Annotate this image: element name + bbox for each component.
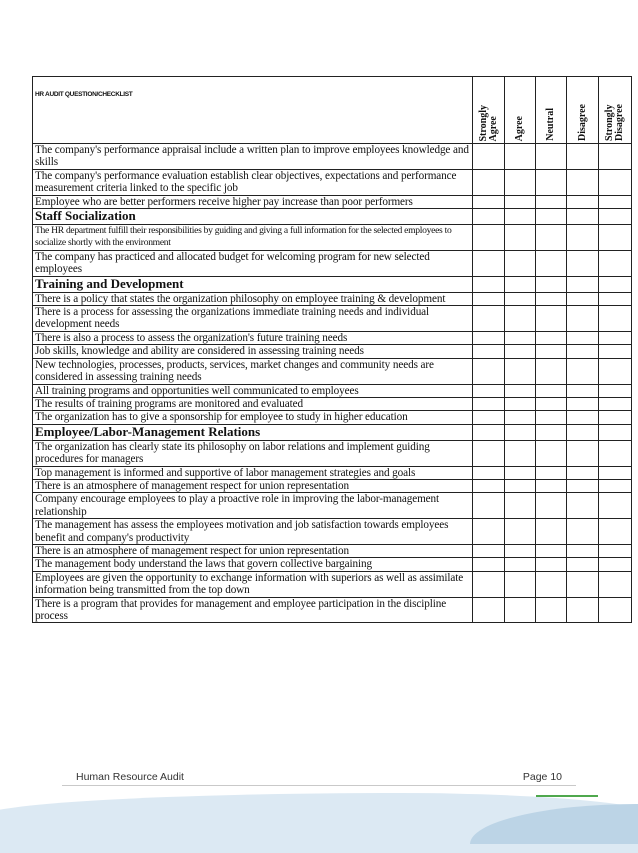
section-heading: Staff Socialization <box>33 209 473 225</box>
rating-cell[interactable] <box>536 169 567 195</box>
table-row <box>33 440 632 466</box>
agree-header: Agree <box>505 77 536 144</box>
rating-cell[interactable] <box>567 597 599 623</box>
rating-cell[interactable] <box>599 358 632 384</box>
rating-cell[interactable] <box>536 571 567 597</box>
table-row <box>33 411 632 424</box>
rating-cell[interactable] <box>567 411 599 424</box>
rating-cell[interactable] <box>599 519 632 545</box>
rating-cell[interactable] <box>473 209 505 225</box>
table-row <box>33 225 632 251</box>
rating-cell[interactable] <box>505 440 536 466</box>
rating-cell[interactable] <box>505 358 536 384</box>
table-row <box>33 306 632 332</box>
rating-cell[interactable] <box>599 424 632 440</box>
table-row <box>33 250 632 276</box>
rating-cell[interactable] <box>505 571 536 597</box>
rating-cell[interactable] <box>567 306 599 332</box>
rating-cell[interactable] <box>505 424 536 440</box>
rating-cell[interactable] <box>536 144 567 170</box>
rating-cell[interactable] <box>473 276 505 292</box>
rating-cell[interactable] <box>536 225 567 251</box>
question-text: The management has assess the employees motivation and job satisfaction towards employees benefit and company's productivity <box>33 519 473 545</box>
rating-cell[interactable] <box>567 479 599 492</box>
rating-cell[interactable] <box>505 169 536 195</box>
strongly-agree-header: Strongly Agree <box>473 77 505 144</box>
table-row <box>33 358 632 384</box>
rating-cell[interactable] <box>505 597 536 623</box>
footer-rule <box>62 785 576 786</box>
rating-cell[interactable] <box>473 411 505 424</box>
table-row <box>33 292 632 305</box>
rating-cell[interactable] <box>505 493 536 519</box>
audit-checklist-table <box>32 76 632 623</box>
rating-cell[interactable] <box>536 466 567 479</box>
question-text: There is a policy that states the organization philosophy on employee training & development <box>33 292 473 305</box>
rating-cell[interactable] <box>599 440 632 466</box>
rating-cell[interactable] <box>567 519 599 545</box>
rating-cell[interactable] <box>505 558 536 571</box>
rating-cell[interactable] <box>536 558 567 571</box>
rating-cell[interactable] <box>473 440 505 466</box>
rating-cell[interactable] <box>567 384 599 397</box>
table-row <box>33 571 632 597</box>
question-text: There is a program that provides for management and employee participation in the discipline process <box>33 597 473 623</box>
rating-cell[interactable] <box>567 169 599 195</box>
rating-cell[interactable] <box>505 519 536 545</box>
rating-cell[interactable] <box>536 493 567 519</box>
rating-cell[interactable] <box>567 276 599 292</box>
rating-cell[interactable] <box>536 276 567 292</box>
rating-cell[interactable] <box>599 144 632 170</box>
rating-cell[interactable] <box>505 397 536 410</box>
table-body <box>33 144 632 623</box>
rating-cell[interactable] <box>567 440 599 466</box>
table-row <box>33 397 632 410</box>
rating-cell[interactable] <box>599 225 632 251</box>
rating-cell[interactable] <box>536 358 567 384</box>
table-row <box>33 558 632 571</box>
rating-cell[interactable] <box>473 384 505 397</box>
rating-cell[interactable] <box>567 571 599 597</box>
disagree-header: Disagree <box>567 77 599 144</box>
rating-cell[interactable] <box>473 424 505 440</box>
rating-cell[interactable] <box>473 544 505 557</box>
question-text: Employee who are better performers receive higher pay increase than poor performers <box>33 195 473 208</box>
rating-cell[interactable] <box>473 479 505 492</box>
rating-cell[interactable] <box>567 345 599 358</box>
question-text: The company has practiced and allocated budget for welcoming program for new selected employees <box>33 250 473 276</box>
question-text: All training programs and opportunities well communicated to employees <box>33 384 473 397</box>
rating-cell[interactable] <box>567 358 599 384</box>
rating-cell[interactable] <box>536 479 567 492</box>
table-row <box>33 169 632 195</box>
table-header-row <box>33 77 632 144</box>
rating-cell[interactable] <box>505 384 536 397</box>
footer-green-line <box>536 795 598 797</box>
rating-cell[interactable] <box>473 250 505 276</box>
question-text: Job skills, knowledge and ability are considered in assessing training needs <box>33 345 473 358</box>
rating-cell[interactable] <box>599 209 632 225</box>
table-row <box>33 597 632 623</box>
rating-cell[interactable] <box>599 558 632 571</box>
rating-cell[interactable] <box>473 292 505 305</box>
rating-cell[interactable] <box>536 544 567 557</box>
neutral-header: Neutral <box>536 77 567 144</box>
footer-document-title: Human Resource Audit <box>76 771 184 783</box>
footer-page-number: Page 10 <box>522 771 562 783</box>
rating-cell[interactable] <box>536 440 567 466</box>
rating-cell[interactable] <box>473 195 505 208</box>
rating-cell[interactable] <box>536 195 567 208</box>
rating-cell[interactable] <box>473 345 505 358</box>
rating-cell[interactable] <box>599 493 632 519</box>
table-row <box>33 384 632 397</box>
rating-cell[interactable] <box>505 544 536 557</box>
rating-cell[interactable] <box>505 209 536 225</box>
rating-cell[interactable] <box>599 384 632 397</box>
section-heading-row <box>33 209 632 225</box>
rating-cell[interactable] <box>505 345 536 358</box>
question-text: The company's performance evaluation establish clear objectives, expectations and performance measurement criteria linked to the specific job <box>33 169 473 195</box>
rating-cell[interactable] <box>599 345 632 358</box>
section-heading: Training and Development <box>33 276 473 292</box>
rating-cell[interactable] <box>567 292 599 305</box>
rating-cell[interactable] <box>505 479 536 492</box>
rating-cell[interactable] <box>599 479 632 492</box>
table-row <box>33 493 632 519</box>
question-text: The HR department fulfill their responsibilities by guiding and giving a full information for the selected employees to socialize shortly with the environment <box>33 225 473 251</box>
rating-cell[interactable] <box>536 345 567 358</box>
rating-cell[interactable] <box>536 397 567 410</box>
table-row <box>33 144 632 170</box>
rating-cell[interactable] <box>473 558 505 571</box>
rating-cell[interactable] <box>567 544 599 557</box>
rating-cell[interactable] <box>599 195 632 208</box>
rating-cell[interactable] <box>473 519 505 545</box>
question-text: The results of training programs are monitored and evaluated <box>33 397 473 410</box>
rating-cell[interactable] <box>473 144 505 170</box>
rating-cell[interactable] <box>536 384 567 397</box>
rating-cell[interactable] <box>567 209 599 225</box>
rating-cell[interactable] <box>505 292 536 305</box>
rating-cell[interactable] <box>536 209 567 225</box>
rating-cell[interactable] <box>599 250 632 276</box>
rating-cell[interactable] <box>567 225 599 251</box>
rating-cell[interactable] <box>473 397 505 410</box>
question-text: There is also a process to assess the organization's future training needs <box>33 331 473 344</box>
rating-cell[interactable] <box>567 424 599 440</box>
table-row <box>33 331 632 344</box>
rating-cell[interactable] <box>505 331 536 344</box>
question-text: The organization has clearly state its philosophy on labor relations and implement guiding procedures for managers <box>33 440 473 466</box>
rating-cell[interactable] <box>567 493 599 519</box>
rating-cell[interactable] <box>599 169 632 195</box>
rating-cell[interactable] <box>599 466 632 479</box>
rating-cell[interactable] <box>567 195 599 208</box>
rating-cell[interactable] <box>473 358 505 384</box>
rating-cell[interactable] <box>536 519 567 545</box>
rating-cell[interactable] <box>473 597 505 623</box>
rating-cell[interactable] <box>536 411 567 424</box>
rating-cell[interactable] <box>536 597 567 623</box>
rating-cell[interactable] <box>599 306 632 332</box>
rating-cell[interactable] <box>505 306 536 332</box>
rating-cell[interactable] <box>599 331 632 344</box>
rating-cell[interactable] <box>599 544 632 557</box>
table-row <box>33 479 632 492</box>
question-text: There is an atmosphere of management respect for union representation <box>33 479 473 492</box>
question-text: Employees are given the opportunity to exchange information with superiors as well as assimilate information being transmitted from the top down <box>33 571 473 597</box>
rating-cell[interactable] <box>536 306 567 332</box>
question-text: Top management is informed and supportive of labor management strategies and goals <box>33 466 473 479</box>
table-row <box>33 466 632 479</box>
question-text: The company's performance appraisal include a written plan to improve employees knowledge and skills <box>33 144 473 170</box>
rating-cell[interactable] <box>599 397 632 410</box>
rating-cell[interactable] <box>567 331 599 344</box>
question-text: The organization has to give a sponsorship for employee to study in higher education <box>33 411 473 424</box>
strongly-disagree-header: Strongly Disagree <box>599 77 632 144</box>
rating-cell[interactable] <box>505 225 536 251</box>
rating-cell[interactable] <box>536 331 567 344</box>
rating-cell[interactable] <box>473 169 505 195</box>
rating-cell[interactable] <box>567 466 599 479</box>
rating-cell[interactable] <box>599 276 632 292</box>
rating-cell[interactable] <box>505 144 536 170</box>
question-column-header: HR AUDIT QUESTION/CHECKLIST <box>33 77 473 144</box>
rating-cell[interactable] <box>473 225 505 251</box>
rating-cell[interactable] <box>505 250 536 276</box>
rating-cell[interactable] <box>473 331 505 344</box>
rating-cell[interactable] <box>536 424 567 440</box>
table-row <box>33 544 632 557</box>
table-row <box>33 195 632 208</box>
rating-cell[interactable] <box>473 571 505 597</box>
question-text: Company encourage employees to play a proactive role in improving the labor-management relationship <box>33 493 473 519</box>
rating-cell[interactable] <box>536 292 567 305</box>
rating-cell[interactable] <box>473 493 505 519</box>
rating-cell[interactable] <box>505 195 536 208</box>
rating-cell[interactable] <box>599 411 632 424</box>
rating-cell[interactable] <box>599 292 632 305</box>
question-text: There is a process for assessing the organizations immediate training needs and individual development needs <box>33 306 473 332</box>
rating-cell[interactable] <box>567 250 599 276</box>
rating-cell[interactable] <box>599 597 632 623</box>
table-row <box>33 345 632 358</box>
rating-cell[interactable] <box>473 466 505 479</box>
rating-cell[interactable] <box>473 306 505 332</box>
section-heading: Employee/Labor-Management Relations <box>33 424 473 440</box>
rating-cell[interactable] <box>505 276 536 292</box>
rating-cell[interactable] <box>567 397 599 410</box>
section-heading-row <box>33 276 632 292</box>
question-text: There is an atmosphere of management respect for union representation <box>33 544 473 557</box>
question-text: The management body understand the laws that govern collective bargaining <box>33 558 473 571</box>
rating-cell[interactable] <box>567 144 599 170</box>
table-row <box>33 519 632 545</box>
rating-cell[interactable] <box>536 250 567 276</box>
question-text: New technologies, processes, products, services, market changes and community needs are considered in assessing training needs <box>33 358 473 384</box>
rating-cell[interactable] <box>567 558 599 571</box>
rating-cell[interactable] <box>599 571 632 597</box>
section-heading-row <box>33 424 632 440</box>
rating-cell[interactable] <box>505 411 536 424</box>
rating-cell[interactable] <box>505 466 536 479</box>
